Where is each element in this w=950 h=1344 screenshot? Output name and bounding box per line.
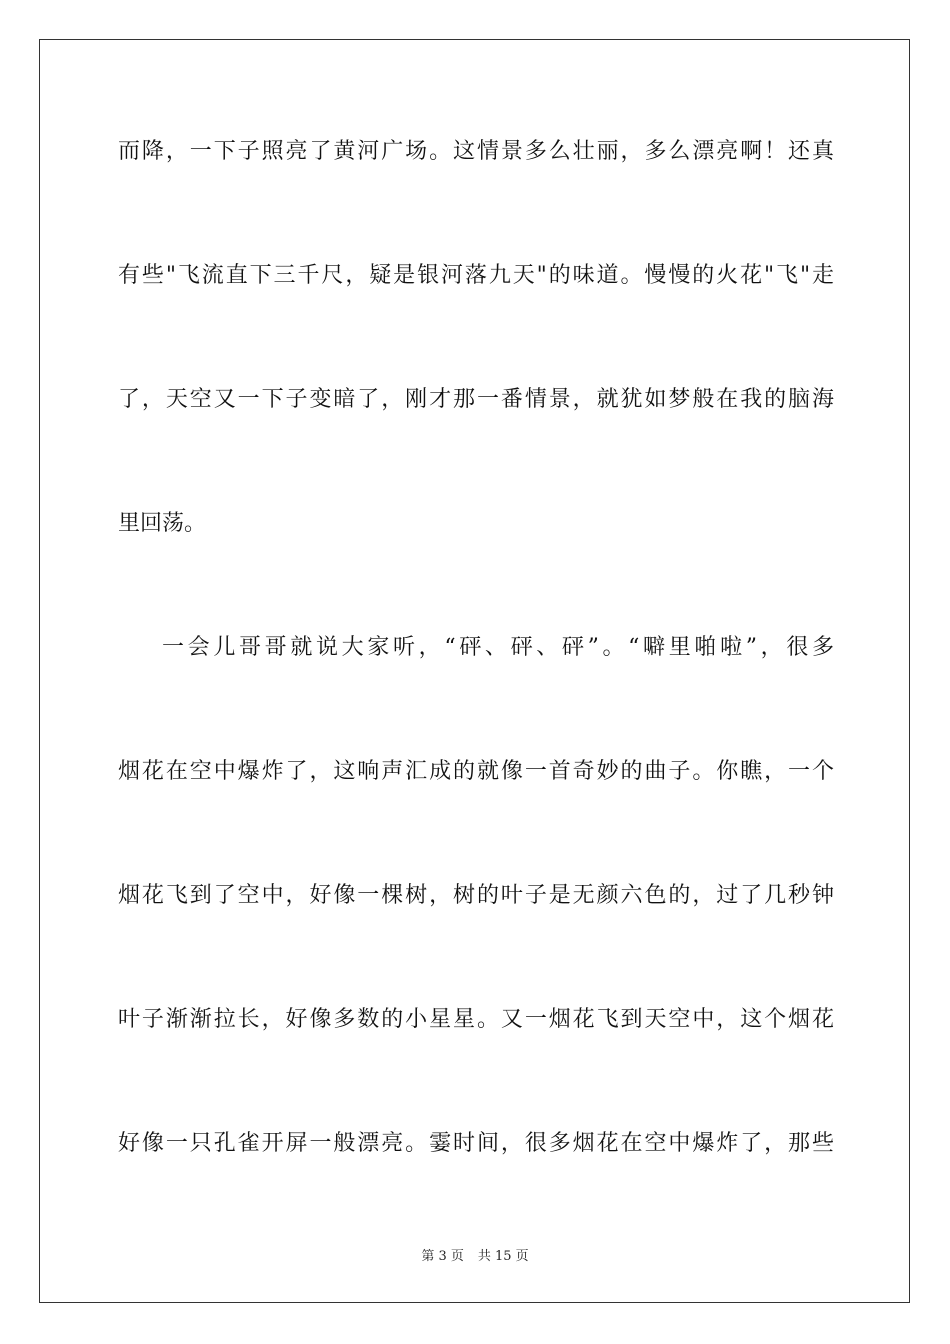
text-line: 有些"飞流直下三千尺，疑是银河落九天"的味道。慢慢的火花"飞"走 xyxy=(118,263,834,288)
text-line: 里回荡。 xyxy=(118,511,207,536)
text-line: 烟花在空中爆炸了，这响声汇成的就像一首奇妙的曲子。你瞧，一个 xyxy=(118,759,834,784)
page-total: 共 15 页 xyxy=(477,1249,529,1264)
paragraph-first-line: 一会儿哥哥就说大家听，“砰、砰、砰”。“噼里啪啦”，很多 xyxy=(162,635,834,660)
text-line: 烟花飞到了空中，好像一棵树，树的叶子是无颜六色的，过了几秒钟 xyxy=(118,883,834,908)
page-footer xyxy=(0,1249,950,1265)
text-line: 而降，一下子照亮了黄河广场。这情景多么壮丽，多么漂亮啊！还真 xyxy=(118,139,834,164)
page-number: 第 3 页 xyxy=(421,1249,464,1264)
text-line: 好像一只孔雀开屏一般漂亮。霎时间，很多烟花在空中爆炸了，那些 xyxy=(118,1131,834,1156)
text-line: 叶子渐渐拉长，好像多数的小星星。又一烟花飞到天空中，这个烟花 xyxy=(118,1007,834,1032)
page-border xyxy=(39,39,910,1303)
text-line: 了，天空又一下子变暗了，刚才那一番情景，就犹如梦般在我的脑海 xyxy=(118,387,834,412)
